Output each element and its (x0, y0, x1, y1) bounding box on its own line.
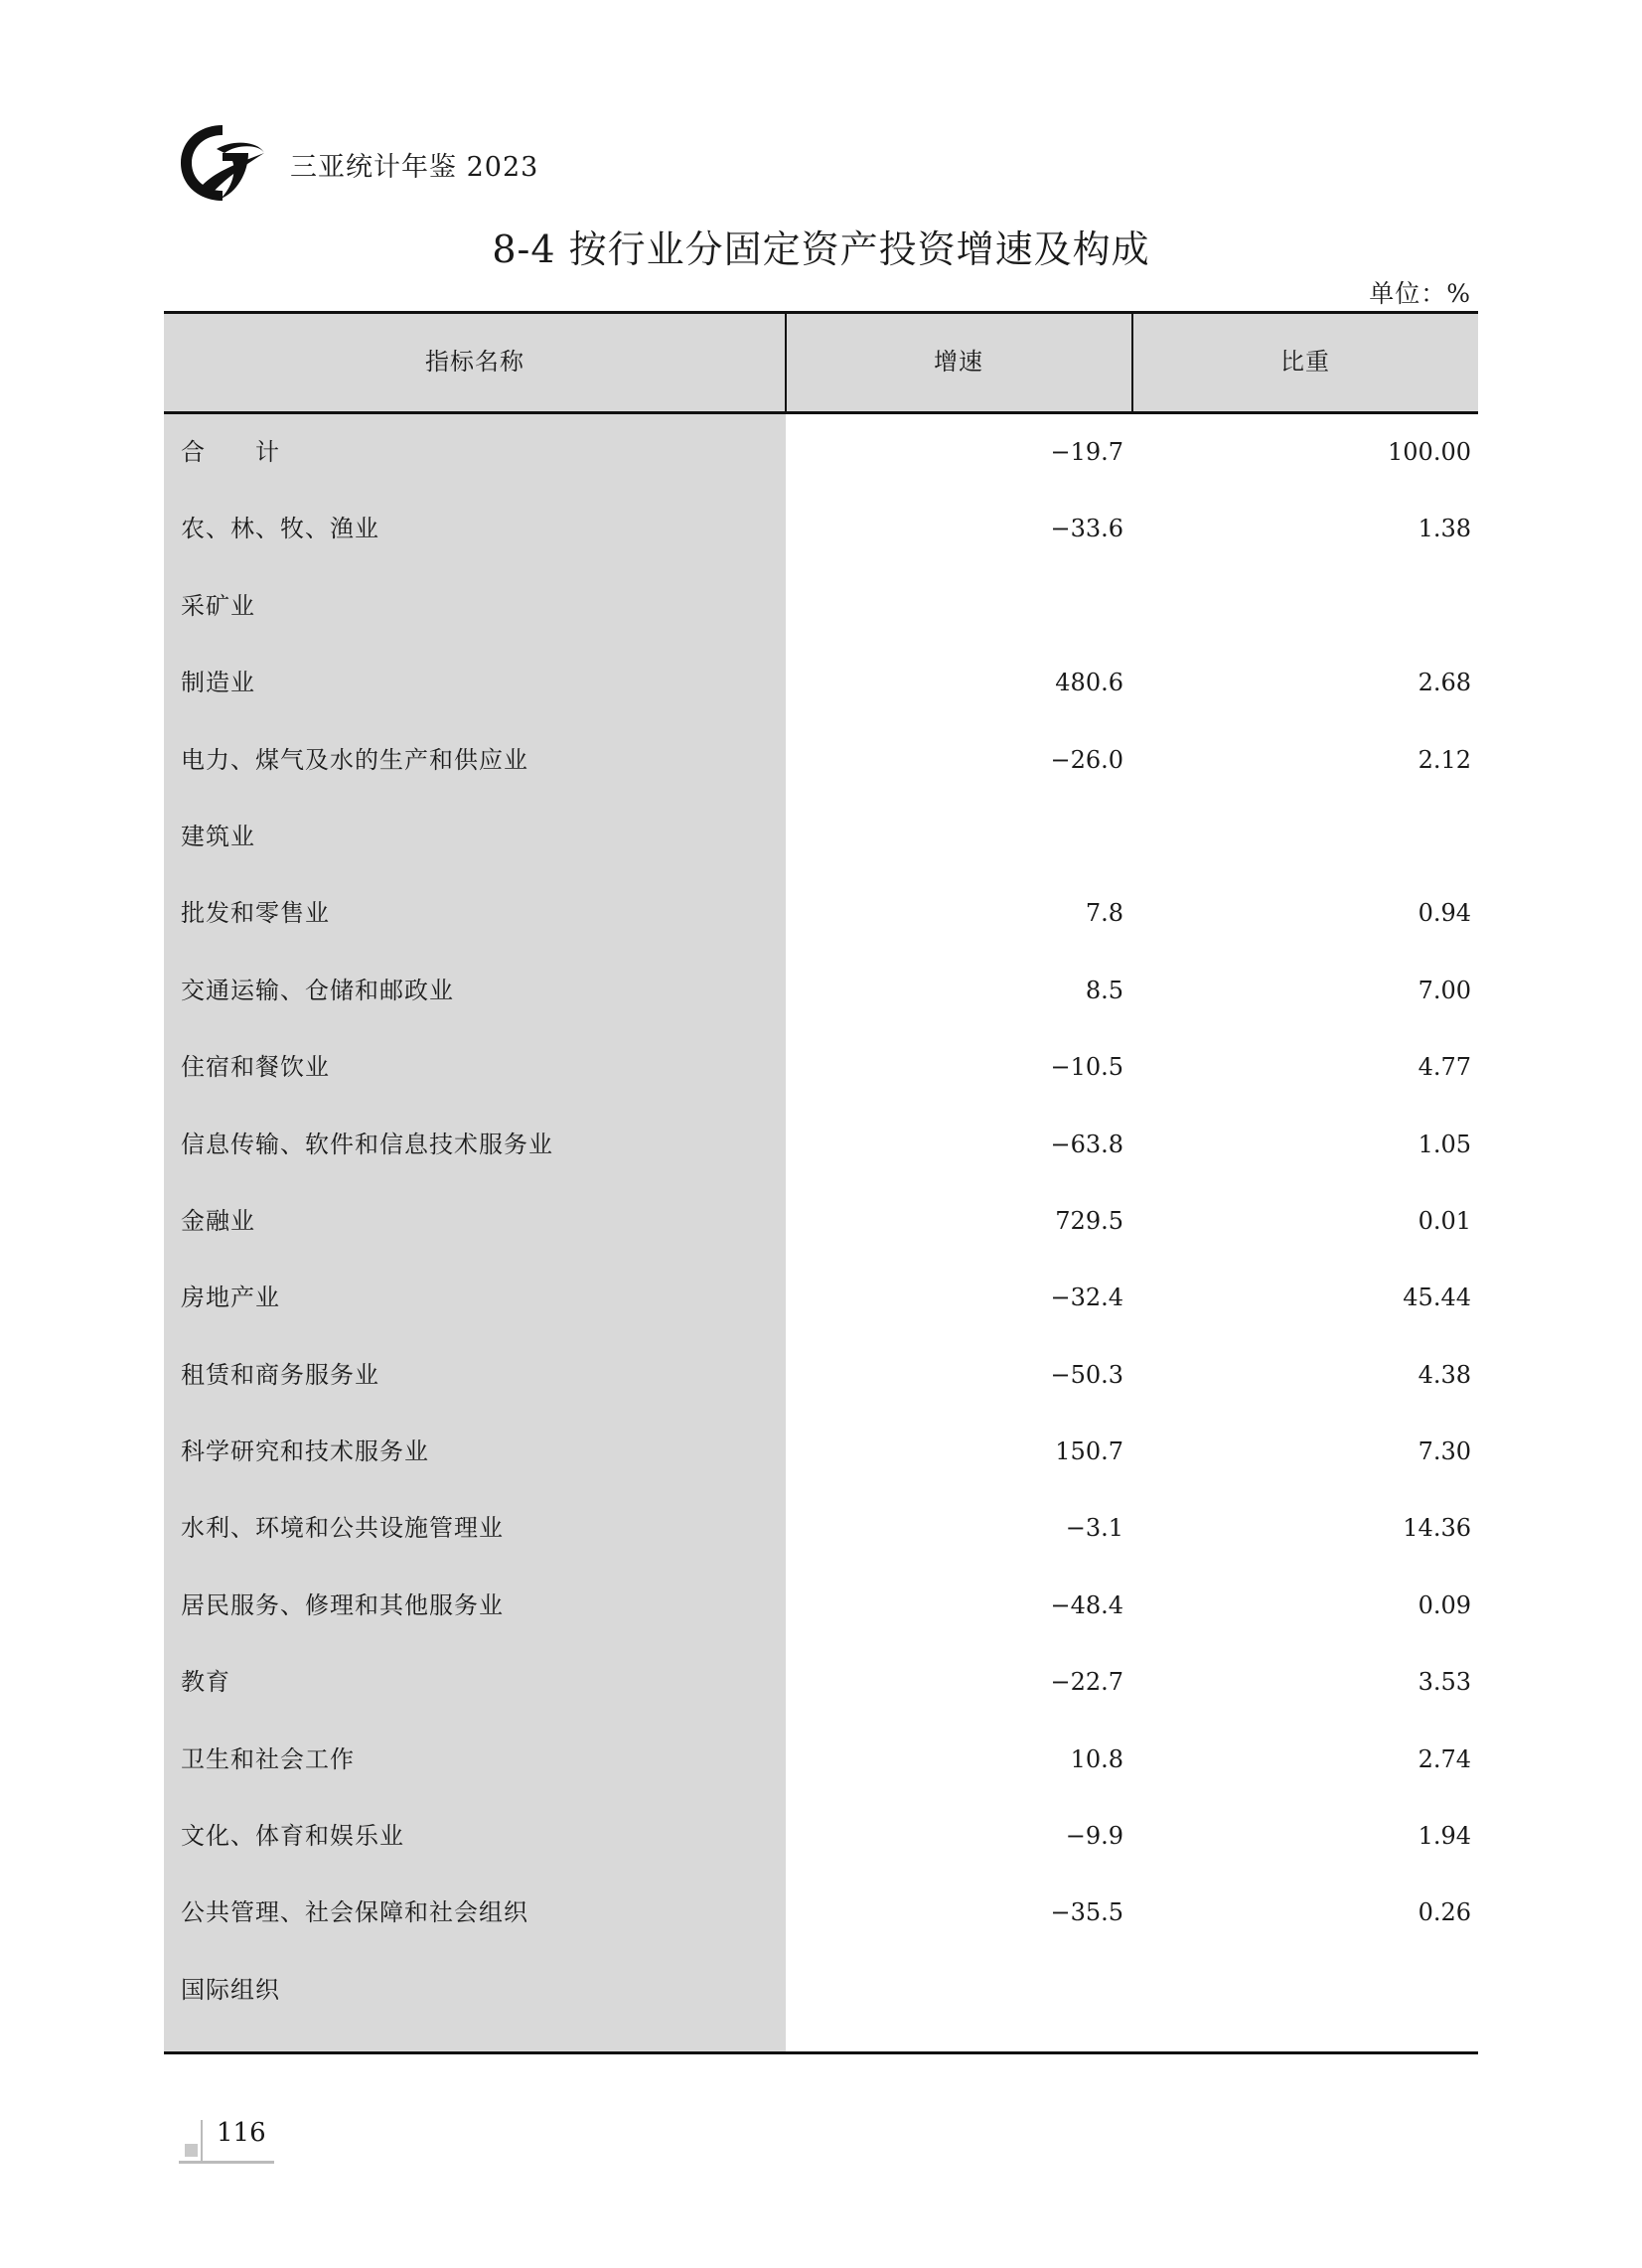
row-share: 3.53 (1418, 1668, 1471, 1697)
row-name: 科学研究和技术服务业 (181, 1437, 429, 1466)
row-name: 住宿和餐饮业 (181, 1053, 330, 1082)
table-row (164, 1644, 1478, 1721)
row-share: 2.12 (1418, 745, 1471, 774)
page-marker-square (185, 2144, 198, 2157)
row-share: 0.94 (1418, 899, 1471, 928)
row-share: 1.38 (1418, 515, 1471, 543)
row-name: 建筑业 (181, 822, 255, 850)
row-share: 2.74 (1418, 1744, 1471, 1773)
table-row (164, 1029, 1478, 1106)
row-share: 7.30 (1418, 1437, 1471, 1466)
row-share: 1.94 (1418, 1822, 1471, 1851)
row-share: 2.68 (1418, 669, 1471, 697)
book-title: 三亚统计年鉴 2023 (290, 152, 539, 183)
row-share: 45.44 (1403, 1284, 1471, 1312)
table-row (164, 875, 1478, 952)
row-growth (786, 799, 1123, 875)
table-title: 8-4 按行业分固定资产投资增速及构成 (492, 227, 1150, 271)
row-share: 4.38 (1418, 1360, 1471, 1389)
row-name: 交通运输、仓储和邮政业 (181, 976, 454, 1004)
table-row (164, 953, 1478, 1029)
row-name: 农、林、牧、渔业 (181, 515, 379, 543)
row-growth: −35.5 (1050, 1898, 1123, 1927)
table-body (164, 414, 1478, 2029)
row-name: 合 计 (181, 438, 280, 466)
row-name: 批发和零售业 (181, 899, 330, 928)
row-share: 7.00 (1418, 976, 1471, 1004)
row-name: 水利、环境和公共设施管理业 (181, 1514, 504, 1543)
table-row (164, 1490, 1478, 1567)
row-growth: 7.8 (1085, 899, 1123, 928)
row-growth: −10.5 (1050, 1053, 1123, 1082)
row-growth: −63.8 (1050, 1130, 1123, 1158)
row-share: 0.09 (1418, 1590, 1471, 1619)
row-growth (786, 1952, 1123, 2029)
row-growth: −19.7 (1050, 438, 1123, 466)
table-row (164, 1414, 1478, 1490)
row-growth: −26.0 (1050, 745, 1123, 774)
row-name: 房地产业 (181, 1284, 280, 1312)
row-share: 0.01 (1418, 1206, 1471, 1235)
row-growth: 150.7 (1055, 1437, 1123, 1466)
row-name: 租赁和商务服务业 (181, 1360, 379, 1389)
yearbook-logo-icon (177, 119, 268, 205)
column-header-share: 比重 (1280, 348, 1330, 376)
row-growth: −50.3 (1050, 1360, 1123, 1389)
row-growth: −22.7 (1050, 1668, 1123, 1697)
row-name: 文化、体育和娱乐业 (181, 1822, 404, 1851)
row-growth: −33.6 (1050, 515, 1123, 543)
row-growth: −3.1 (1065, 1514, 1123, 1543)
column-header-indicator: 指标名称 (425, 348, 524, 376)
row-name: 教育 (181, 1668, 230, 1697)
page-marker-underline (179, 2161, 274, 2164)
row-growth: 480.6 (1055, 669, 1123, 697)
table-row (164, 414, 1478, 491)
row-name: 国际组织 (181, 1975, 280, 2004)
row-growth: −32.4 (1050, 1284, 1123, 1312)
row-name: 信息传输、软件和信息技术服务业 (181, 1130, 553, 1158)
table-row (164, 722, 1478, 799)
row-share (1132, 799, 1471, 875)
table-row (164, 1952, 1478, 2029)
row-growth: 729.5 (1055, 1206, 1123, 1235)
row-growth: −48.4 (1050, 1590, 1123, 1619)
table-row (164, 1798, 1478, 1875)
row-name: 制造业 (181, 669, 255, 697)
row-name: 金融业 (181, 1206, 255, 1235)
row-name: 居民服务、修理和其他服务业 (181, 1590, 504, 1619)
column-header-growth: 增速 (934, 348, 983, 376)
row-share: 0.26 (1418, 1898, 1471, 1927)
row-growth: −9.9 (1065, 1822, 1123, 1851)
unit-label: 单位：% (1369, 279, 1471, 308)
page-marker-line (201, 2120, 203, 2162)
row-name: 电力、煤气及水的生产和供应业 (181, 745, 528, 774)
table-row (164, 1260, 1478, 1336)
table-row (164, 1337, 1478, 1414)
row-share: 1.05 (1418, 1130, 1471, 1158)
data-table (164, 311, 1478, 2054)
table-row (164, 1568, 1478, 1644)
table-row (164, 1875, 1478, 1951)
row-share (1132, 1952, 1471, 2029)
table-row (164, 799, 1478, 875)
page-number: 116 (217, 2118, 266, 2148)
row-share: 100.00 (1388, 438, 1471, 466)
row-name: 卫生和社会工作 (181, 1744, 355, 1773)
row-share (1132, 568, 1471, 645)
table-row (164, 491, 1478, 567)
row-name: 采矿业 (181, 591, 255, 620)
row-growth (786, 568, 1123, 645)
table-row (164, 1722, 1478, 1798)
row-share: 4.77 (1418, 1053, 1471, 1082)
row-share: 14.36 (1403, 1514, 1471, 1543)
table-row (164, 568, 1478, 645)
row-name: 公共管理、社会保障和社会组织 (181, 1898, 528, 1927)
table-row (164, 645, 1478, 721)
row-growth: 8.5 (1085, 976, 1123, 1004)
table-row (164, 1107, 1478, 1183)
row-growth: 10.8 (1070, 1744, 1123, 1773)
bottom-rule (164, 2051, 1478, 2054)
table-row (164, 1183, 1478, 1260)
